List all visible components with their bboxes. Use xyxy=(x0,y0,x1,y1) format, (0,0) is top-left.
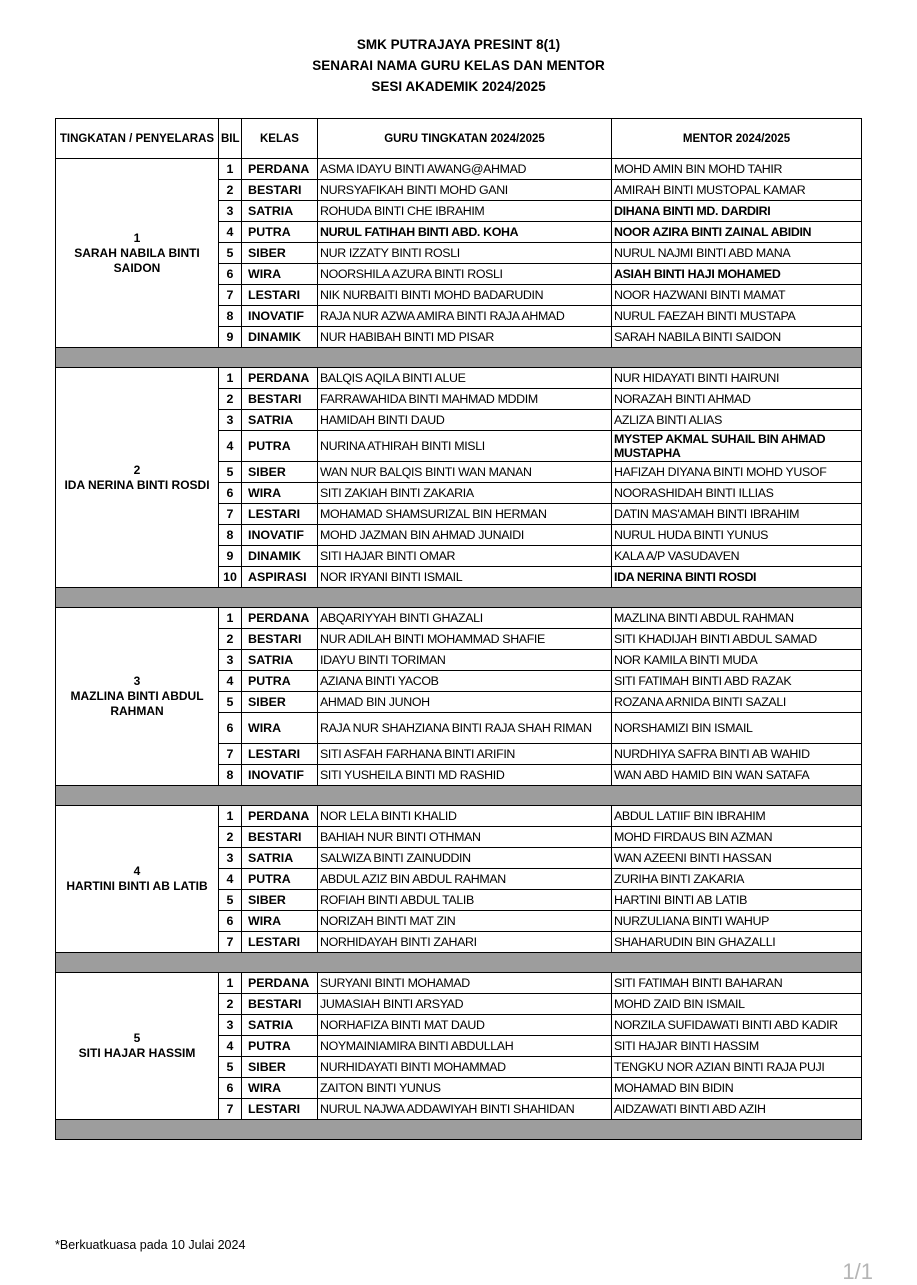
mentor-cell: MOHD AMIN BIN MOHD TAHIR xyxy=(612,159,862,180)
guru-cell: NOORSHILA AZURA BINTI ROSLI xyxy=(318,264,612,285)
mentor-cell: ZURIHA BINTI ZAKARIA xyxy=(612,869,862,890)
page-indicator: 1/1 xyxy=(842,1259,873,1284)
guru-cell: NURSYAFIKAH BINTI MOHD GANI xyxy=(318,180,612,201)
kelas-cell: WIRA xyxy=(242,264,318,285)
bil-cell: 8 xyxy=(219,765,242,786)
bil-cell: 5 xyxy=(219,462,242,483)
form-coordinator: SITI HAJAR HASSIM xyxy=(78,1046,196,1060)
separator-bar xyxy=(56,348,862,368)
bil-cell: 4 xyxy=(219,869,242,890)
table-row xyxy=(56,806,862,827)
separator-bar xyxy=(56,588,862,608)
bil-cell: 9 xyxy=(219,546,242,567)
form-group-cell xyxy=(56,368,219,588)
guru-cell: BAHIAH NUR BINTI OTHMAN xyxy=(318,827,612,848)
guru-cell: NURUL FATIHAH BINTI ABD. KOHA xyxy=(318,222,612,243)
guru-cell: NORIZAH BINTI MAT ZIN xyxy=(318,911,612,932)
bil-cell: 3 xyxy=(219,201,242,222)
bil-cell: 4 xyxy=(219,222,242,243)
kelas-cell: SATRIA xyxy=(242,201,318,222)
guru-cell: ROFIAH BINTI ABDUL TALIB xyxy=(318,890,612,911)
kelas-cell: LESTARI xyxy=(242,504,318,525)
guru-cell: ROHUDA BINTI CHE IBRAHIM xyxy=(318,201,612,222)
group-separator xyxy=(56,348,862,368)
kelas-cell: BESTARI xyxy=(242,629,318,650)
kelas-cell: SATRIA xyxy=(242,1015,318,1036)
kelas-cell: WIRA xyxy=(242,483,318,504)
kelas-cell: LESTARI xyxy=(242,744,318,765)
bil-cell: 1 xyxy=(219,159,242,180)
guru-cell: MOHAMAD SHAMSURIZAL BIN HERMAN xyxy=(318,504,612,525)
mentor-cell: ABDUL LATIIF BIN IBRAHIM xyxy=(612,806,862,827)
bil-cell: 3 xyxy=(219,650,242,671)
form-coordinator: SARAH NABILA BINTI SAIDON xyxy=(74,245,200,275)
kelas-cell: DINAMIK xyxy=(242,327,318,348)
mentor-cell: KALA A/P VASUDAVEN xyxy=(612,546,862,567)
separator-bar xyxy=(56,953,862,973)
kelas-cell: INOVATIF xyxy=(242,765,318,786)
col-header-bil: BIL xyxy=(219,119,242,159)
kelas-cell: PERDANA xyxy=(242,159,318,180)
guru-cell: WAN NUR BALQIS BINTI WAN MANAN xyxy=(318,462,612,483)
bil-cell: 1 xyxy=(219,806,242,827)
kelas-cell: PUTRA xyxy=(242,869,318,890)
kelas-cell: SIBER xyxy=(242,462,318,483)
mentor-cell: ROZANA ARNIDA BINTI SAZALI xyxy=(612,692,862,713)
group-separator xyxy=(56,786,862,806)
kelas-cell: DINAMIK xyxy=(242,546,318,567)
bil-cell: 2 xyxy=(219,994,242,1015)
separator-bar xyxy=(56,786,862,806)
guru-cell: NUR HABIBAH BINTI MD PISAR xyxy=(318,327,612,348)
guru-cell: JUMASIAH BINTI ARSYAD xyxy=(318,994,612,1015)
form-group-cell xyxy=(56,159,219,348)
col-header-kelas: KELAS xyxy=(242,119,318,159)
mentor-cell: NORAZAH BINTI AHMAD xyxy=(612,389,862,410)
guru-cell: SURYANI BINTI MOHAMAD xyxy=(318,973,612,994)
bil-cell: 1 xyxy=(219,608,242,629)
kelas-cell: LESTARI xyxy=(242,285,318,306)
form-number: 4 xyxy=(133,864,141,878)
col-header-tingkatan: TINGKATAN / PENYELARAS xyxy=(56,119,219,159)
mentor-cell: AMIRAH BINTI MUSTOPAL KAMAR xyxy=(612,180,862,201)
kelas-cell: PUTRA xyxy=(242,222,318,243)
kelas-cell: SATRIA xyxy=(242,650,318,671)
mentor-cell: AZLIZA BINTI ALIAS xyxy=(612,410,862,431)
kelas-cell: BESTARI xyxy=(242,389,318,410)
guru-cell: NOR LELA BINTI KHALID xyxy=(318,806,612,827)
bil-cell: 3 xyxy=(219,410,242,431)
academic-session: SESI AKADEMIK 2024/2025 xyxy=(371,79,546,94)
mentor-cell: IDA NERINA BINTI ROSDI xyxy=(612,567,862,588)
separator-bar xyxy=(56,1120,862,1140)
mentor-cell: MOHAMAD BIN BIDIN xyxy=(612,1078,862,1099)
mentor-cell: NURZULIANA BINTI WAHUP xyxy=(612,911,862,932)
kelas-cell: SATRIA xyxy=(242,848,318,869)
form-number: 5 xyxy=(133,1031,141,1045)
kelas-cell: PERDANA xyxy=(242,368,318,389)
kelas-cell: SIBER xyxy=(242,1057,318,1078)
bil-cell: 6 xyxy=(219,713,242,744)
guru-cell: NORHIDAYAH BINTI ZAHARI xyxy=(318,932,612,953)
mentor-cell: NURUL NAJMI BINTI ABD MANA xyxy=(612,243,862,264)
mentor-cell: WAN AZEENI BINTI HASSAN xyxy=(612,848,862,869)
group-separator xyxy=(56,1120,862,1140)
document-header xyxy=(0,34,917,97)
form-number: 3 xyxy=(133,674,141,688)
guru-cell: HAMIDAH BINTI DAUD xyxy=(318,410,612,431)
footnote: *Berkuatkuasa pada 10 Julai 2024 xyxy=(55,1238,246,1252)
bil-cell: 6 xyxy=(219,264,242,285)
mentor-cell: HAFIZAH DIYANA BINTI MOHD YUSOF xyxy=(612,462,862,483)
mentor-cell: NOOR AZIRA BINTI ZAINAL ABIDIN xyxy=(612,222,862,243)
bil-cell: 7 xyxy=(219,504,242,525)
bil-cell: 5 xyxy=(219,692,242,713)
bil-cell: 4 xyxy=(219,431,242,462)
guru-cell: NOYMAINIAMIRA BINTI ABDULLAH xyxy=(318,1036,612,1057)
kelas-cell: BESTARI xyxy=(242,827,318,848)
group-separator xyxy=(56,588,862,608)
mentor-cell: SHAHARUDIN BIN GHAZALLI xyxy=(612,932,862,953)
bil-cell: 5 xyxy=(219,890,242,911)
mentor-cell: SITI HAJAR BINTI HASSIM xyxy=(612,1036,862,1057)
kelas-cell: ASPIRASI xyxy=(242,567,318,588)
document-title: SENARAI NAMA GURU KELAS DAN MENTOR xyxy=(312,58,605,73)
mentor-cell: NOORASHIDAH BINTI ILLIAS xyxy=(612,483,862,504)
guru-cell: SITI HAJAR BINTI OMAR xyxy=(318,546,612,567)
kelas-cell: LESTARI xyxy=(242,1099,318,1120)
mentor-cell: DIHANA BINTI MD. DARDIRI xyxy=(612,201,862,222)
bil-cell: 7 xyxy=(219,1099,242,1120)
table-row xyxy=(56,159,862,180)
mentor-cell: SARAH NABILA BINTI SAIDON xyxy=(612,327,862,348)
bil-cell: 8 xyxy=(219,525,242,546)
guru-cell: NOR IRYANI BINTI ISMAIL xyxy=(318,567,612,588)
kelas-cell: PERDANA xyxy=(242,806,318,827)
mentor-cell: DATIN MAS'AMAH BINTI IBRAHIM xyxy=(612,504,862,525)
guru-cell: FARRAWAHIDA BINTI MAHMAD MDDIM xyxy=(318,389,612,410)
form-coordinator: MAZLINA BINTI ABDUL RAHMAN xyxy=(70,689,204,718)
kelas-cell: SIBER xyxy=(242,890,318,911)
mentor-cell: MYSTEP AKMAL SUHAIL BIN AHMAD MUSTAPHA xyxy=(612,431,862,462)
guru-cell: MOHD JAZMAN BIN AHMAD JUNAIDI xyxy=(318,525,612,546)
form-group-cell xyxy=(56,973,219,1120)
bil-cell: 7 xyxy=(219,744,242,765)
kelas-cell: INOVATIF xyxy=(242,525,318,546)
bil-cell: 6 xyxy=(219,1078,242,1099)
guru-cell: RAJA NUR SHAHZIANA BINTI RAJA SHAH RIMAN xyxy=(318,713,612,744)
mentor-cell: NURUL FAEZAH BINTI MUSTAPA xyxy=(612,306,862,327)
guru-cell: SITI YUSHEILA BINTI MD RASHID xyxy=(318,765,612,786)
form-group-cell xyxy=(56,608,219,786)
bil-cell: 4 xyxy=(219,671,242,692)
form-coordinator: HARTINI BINTI AB LATIB xyxy=(66,879,208,893)
mentor-cell: NOR KAMILA BINTI MUDA xyxy=(612,650,862,671)
kelas-cell: PERDANA xyxy=(242,973,318,994)
guru-cell: AHMAD BIN JUNOH xyxy=(318,692,612,713)
guru-cell: NORHAFIZA BINTI MAT DAUD xyxy=(318,1015,612,1036)
mentor-cell: HARTINI BINTI AB LATIB xyxy=(612,890,862,911)
mentor-cell: WAN ABD HAMID BIN WAN SATAFA xyxy=(612,765,862,786)
form-coordinator: IDA NERINA BINTI ROSDI xyxy=(64,477,210,492)
mentor-cell: SITI FATIMAH BINTI BAHARAN xyxy=(612,973,862,994)
mentor-cell: TENGKU NOR AZIAN BINTI RAJA PUJI xyxy=(612,1057,862,1078)
bil-cell: 6 xyxy=(219,911,242,932)
mentor-cell: SITI FATIMAH BINTI ABD RAZAK xyxy=(612,671,862,692)
bil-cell: 4 xyxy=(219,1036,242,1057)
kelas-cell: PUTRA xyxy=(242,1036,318,1057)
guru-cell: IDAYU BINTI TORIMAN xyxy=(318,650,612,671)
bil-cell: 9 xyxy=(219,327,242,348)
mentor-cell: NURDHIYA SAFRA BINTI AB WAHID xyxy=(612,744,862,765)
mentor-cell: NORZILA SUFIDAWATI BINTI ABD KADIR xyxy=(612,1015,862,1036)
kelas-cell: INOVATIF xyxy=(242,306,318,327)
mentor-cell: MOHD ZAID BIN ISMAIL xyxy=(612,994,862,1015)
kelas-cell: WIRA xyxy=(242,911,318,932)
mentor-cell: SITI KHADIJAH BINTI ABDUL SAMAD xyxy=(612,629,862,650)
bil-cell: 2 xyxy=(219,180,242,201)
kelas-cell: BESTARI xyxy=(242,180,318,201)
guru-cell: NURHIDAYATI BINTI MOHAMMAD xyxy=(318,1057,612,1078)
school-name: SMK PUTRAJAYA PRESINT 8(1) xyxy=(356,37,561,52)
table-header-row xyxy=(56,119,862,159)
bil-cell: 3 xyxy=(219,848,242,869)
bil-cell: 7 xyxy=(219,932,242,953)
guru-cell: NUR ADILAH BINTI MOHAMMAD SHAFIE xyxy=(318,629,612,650)
bil-cell: 5 xyxy=(219,243,242,264)
bil-cell: 1 xyxy=(219,368,242,389)
bil-cell: 2 xyxy=(219,629,242,650)
bil-cell: 8 xyxy=(219,306,242,327)
guru-cell: NUR IZZATY BINTI ROSLI xyxy=(318,243,612,264)
guru-cell: NIK NURBAITI BINTI MOHD BADARUDIN xyxy=(318,285,612,306)
kelas-cell: PUTRA xyxy=(242,431,318,462)
mentor-cell: AIDZAWATI BINTI ABD AZIH xyxy=(612,1099,862,1120)
mentor-cell: MOHD FIRDAUS BIN AZMAN xyxy=(612,827,862,848)
kelas-cell: SIBER xyxy=(242,692,318,713)
form-number: 1 xyxy=(133,230,141,245)
guru-cell: ASMA IDAYU BINTI AWANG@AHMAD xyxy=(318,159,612,180)
kelas-cell: SIBER xyxy=(242,243,318,264)
kelas-cell: PUTRA xyxy=(242,671,318,692)
kelas-cell: BESTARI xyxy=(242,994,318,1015)
mentor-cell: NOOR HAZWANI BINTI MAMAT xyxy=(612,285,862,306)
bil-cell: 7 xyxy=(219,285,242,306)
guru-cell: AZIANA BINTI YACOB xyxy=(318,671,612,692)
mentor-cell: NURUL HUDA BINTI YUNUS xyxy=(612,525,862,546)
mentor-cell: ASIAH BINTI HAJI MOHAMED xyxy=(612,264,862,285)
bil-cell: 2 xyxy=(219,827,242,848)
kelas-cell: SATRIA xyxy=(242,410,318,431)
col-header-guru: GURU TINGKATAN 2024/2025 xyxy=(318,119,612,159)
group-separator xyxy=(56,953,862,973)
form-group-cell xyxy=(56,806,219,953)
mentor-cell: NORSHAMIZI BIN ISMAIL xyxy=(612,713,862,744)
bil-cell: 1 xyxy=(219,973,242,994)
bil-cell: 10 xyxy=(219,567,242,588)
table-row xyxy=(56,608,862,629)
bil-cell: 6 xyxy=(219,483,242,504)
guru-cell: ABDUL AZIZ BIN ABDUL RAHMAN xyxy=(318,869,612,890)
table-row xyxy=(56,973,862,994)
guru-cell: RAJA NUR AZWA AMIRA BINTI RAJA AHMAD xyxy=(318,306,612,327)
form-number: 2 xyxy=(133,462,141,477)
guru-cell: SITI ZAKIAH BINTI ZAKARIA xyxy=(318,483,612,504)
guru-cell: BALQIS AQILA BINTI ALUE xyxy=(318,368,612,389)
table-row xyxy=(56,368,862,389)
guru-cell: ZAITON BINTI YUNUS xyxy=(318,1078,612,1099)
teacher-mentor-table xyxy=(55,118,862,1140)
kelas-cell: PERDANA xyxy=(242,608,318,629)
kelas-cell: LESTARI xyxy=(242,932,318,953)
guru-cell: NURINA ATHIRAH BINTI MISLI xyxy=(318,431,612,462)
mentor-cell: NUR HIDAYATI BINTI HAIRUNI xyxy=(612,368,862,389)
bil-cell: 2 xyxy=(219,389,242,410)
bil-cell: 5 xyxy=(219,1057,242,1078)
guru-cell: SALWIZA BINTI ZAINUDDIN xyxy=(318,848,612,869)
col-header-mentor: MENTOR 2024/2025 xyxy=(612,119,862,159)
kelas-cell: WIRA xyxy=(242,713,318,744)
guru-cell: NURUL NAJWA ADDAWIYAH BINTI SHAHIDAN xyxy=(318,1099,612,1120)
kelas-cell: WIRA xyxy=(242,1078,318,1099)
mentor-cell: MAZLINA BINTI ABDUL RAHMAN xyxy=(612,608,862,629)
bil-cell: 3 xyxy=(219,1015,242,1036)
guru-cell: SITI ASFAH FARHANA BINTI ARIFIN xyxy=(318,744,612,765)
guru-cell: ABQARIYYAH BINTI GHAZALI xyxy=(318,608,612,629)
